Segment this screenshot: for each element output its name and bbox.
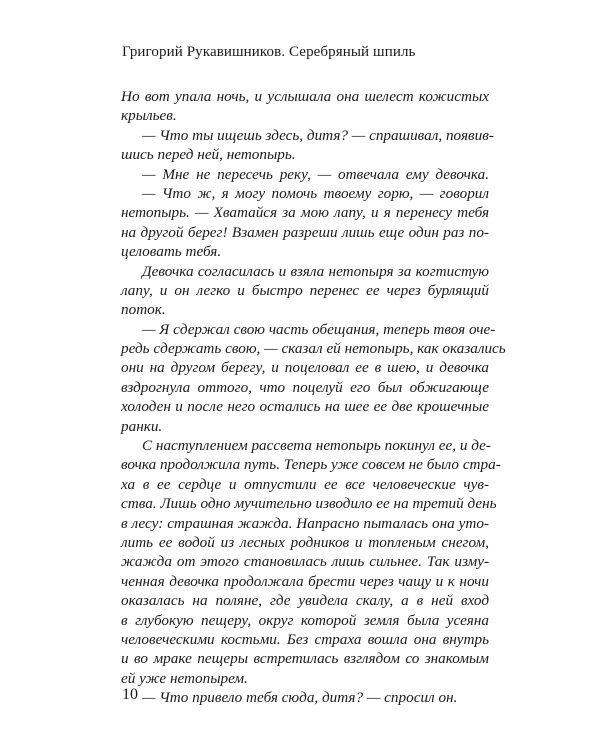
text-line: лить ее водой из лесных родников и топленым снегом, <box>121 533 489 551</box>
text-line: — Что привело тебя сюда, дитя? — спросил он. <box>142 689 458 707</box>
text-line: в глубокую пещеру, округ которой земля была усеяна <box>121 611 489 629</box>
text-line: ранки. <box>121 417 163 435</box>
text-line: они на другом берегу, и поцеловал ее в шею, и девочка <box>121 359 489 377</box>
text-line: — Что ж, я могу помочь твоему горю, — говорил <box>142 184 489 202</box>
text-line: ха в ее сердце и отпустили ее все человеческие чув- <box>121 475 489 493</box>
text-line: Девочка согласилась и взяла нетопыря за когтистую <box>142 262 489 280</box>
text-line: — Я сдержал свою часть обещания, теперь твоя оче- <box>142 320 496 338</box>
text-line: крыльев. <box>121 107 177 125</box>
text-line: жажда от этого становилась лишь сильнее. Так изму- <box>121 553 489 571</box>
text-line: поток. <box>121 301 166 319</box>
text-line: вочка продолжила путь. Теперь уже совсем не было стра- <box>121 456 501 474</box>
text-line: на другой берег! Взамен разреши лишь еще один раз по- <box>121 223 489 241</box>
text-line: ей уже нетопырем. <box>121 669 248 687</box>
text-line: нетопырь. — Хватайся за мою лапу, и я перенесу тебя <box>121 204 489 222</box>
page-number: 10 <box>122 686 138 703</box>
text-line: шись перед ней, нетопырь. <box>121 146 296 164</box>
text-line: — Мне не пересечь реку, — отвечала ему девочка. <box>142 165 489 183</box>
text-line: холоден и после него остались на шее ее две крошечные <box>121 398 489 416</box>
text-line: редь сдержать свою, — сказал ей нетопырь, как оказались <box>121 340 506 358</box>
text-line: целовать тебя. <box>121 243 222 261</box>
page-text-body <box>121 87 506 708</box>
text-line: в лесу: страшная жажда. Напрасно пыталась она уто- <box>121 514 489 532</box>
text-line: человеческими костьми. Без страха вошла она внутрь <box>121 630 489 648</box>
text-line: ства. Лишь одно мучительно изводило ее на третий день <box>121 495 497 513</box>
text-line: оказалась на поляне, где увидела скалу, а в ней вход <box>121 592 489 610</box>
text-line: ченная девочка продолжала брести через чащу и к ночи <box>121 572 489 590</box>
text-line: Но вот упала ночь, и услышала она шелест кожистых <box>121 88 489 105</box>
text-line: вздрогнула оттого, что поцелуй его был обжигающе <box>121 378 489 396</box>
running-head-title: Григорий Рукавишников. Серебряный шпиль <box>122 44 416 60</box>
text-line: лапу, и он легко и быстро перенес ее через бурлящий <box>121 281 489 299</box>
text-line: — Что ты ищешь здесь, дитя? — спрашивал, появив- <box>142 126 494 144</box>
text-line: С наступлением рассвета нетопырь покинул ее, и де- <box>142 437 491 455</box>
text-line: и во мраке пещеры встретилась взглядом со знакомым <box>121 650 489 668</box>
